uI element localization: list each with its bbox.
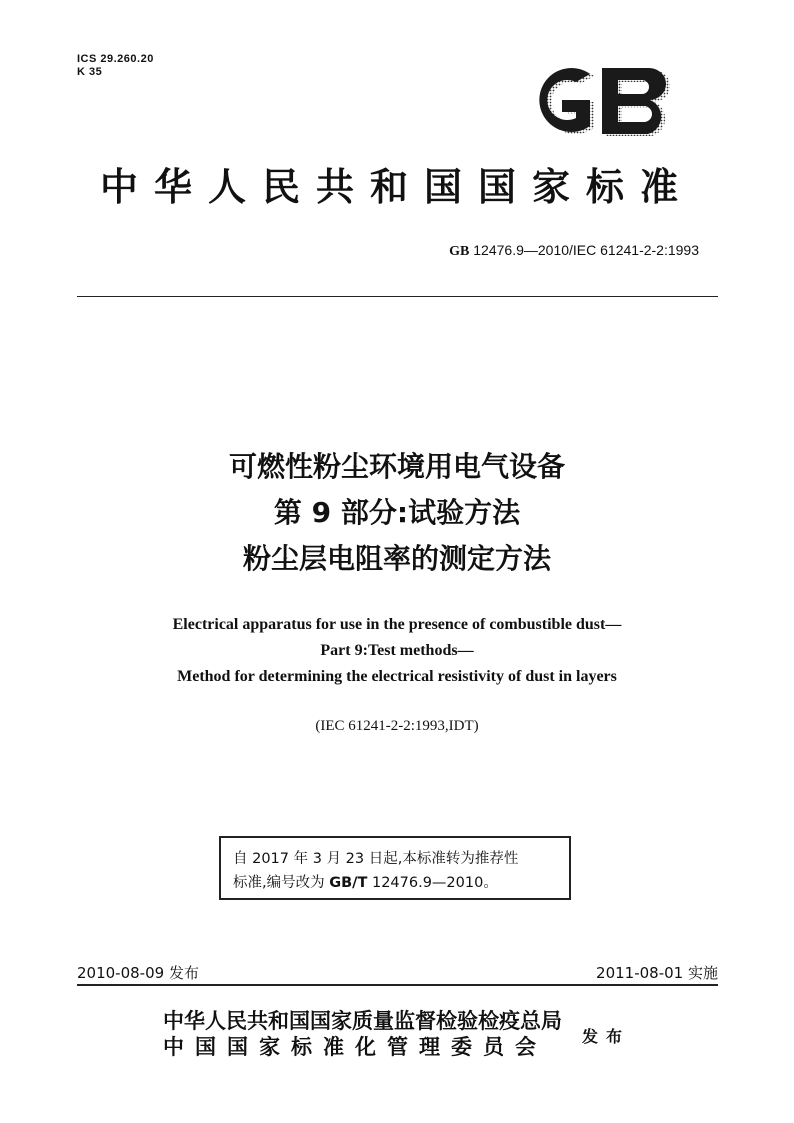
national-standard-title: 中华人民共和国国家标准 [99, 164, 694, 209]
footer-divider [77, 984, 718, 986]
chinese-title-line-3: 粉尘层电阻率的测定方法 [242, 542, 551, 575]
ccs-code: K 35 [77, 66, 103, 78]
standard-number-rest: 12476.9—2010/IEC 61241-2-2:1993 [473, 242, 699, 258]
publish-label: 发布 [582, 1027, 631, 1046]
chinese-title-line-1: 可燃性粉尘环境用电气设备 [228, 450, 565, 483]
notice-line-2-suffix: 12476.9—2010。 [367, 875, 498, 891]
issuer-2: 中国国家标准化管理委员会 [163, 1035, 547, 1059]
equivalence-statement: (IEC 61241-2-2:1993,IDT) [315, 718, 479, 734]
issue-date: 2010-08-09 发布 [77, 964, 199, 982]
english-title [60, 612, 734, 690]
english-title-line-2: Part 9:Test methods— [320, 642, 474, 659]
status-notice-box [219, 836, 571, 900]
implementation-date: 2011-08-01 实施 [596, 964, 718, 982]
notice-line-2-prefix: 标准,编号改为 [233, 875, 330, 891]
issuer-1: 中华人民共和国国家质量监督检验检疫总局 [163, 1009, 562, 1033]
chinese-title-line-2: 第 9 部分:试验方法 [273, 496, 521, 529]
classification-codes [77, 53, 154, 79]
issuing-authorities [163, 1008, 562, 1060]
standard-number-prefix: GB [449, 244, 470, 259]
chinese-title [60, 444, 734, 582]
notice-line-2 [233, 871, 557, 895]
english-title-line-1: Electrical apparatus for use in the presence of combustible dust— [172, 616, 622, 633]
english-title-line-3: Method for determining the electrical resistivity of dust in layers [177, 668, 617, 685]
notice-line-1: 自 2017 年 3 月 23 日起,本标准转为推荐性 [233, 851, 519, 867]
ics-code: ICS 29.260.20 [77, 53, 154, 65]
gb-logo [518, 60, 678, 142]
header-divider [77, 296, 718, 297]
standard-number [449, 242, 699, 260]
notice-line-2-code: GB/T [329, 875, 368, 891]
